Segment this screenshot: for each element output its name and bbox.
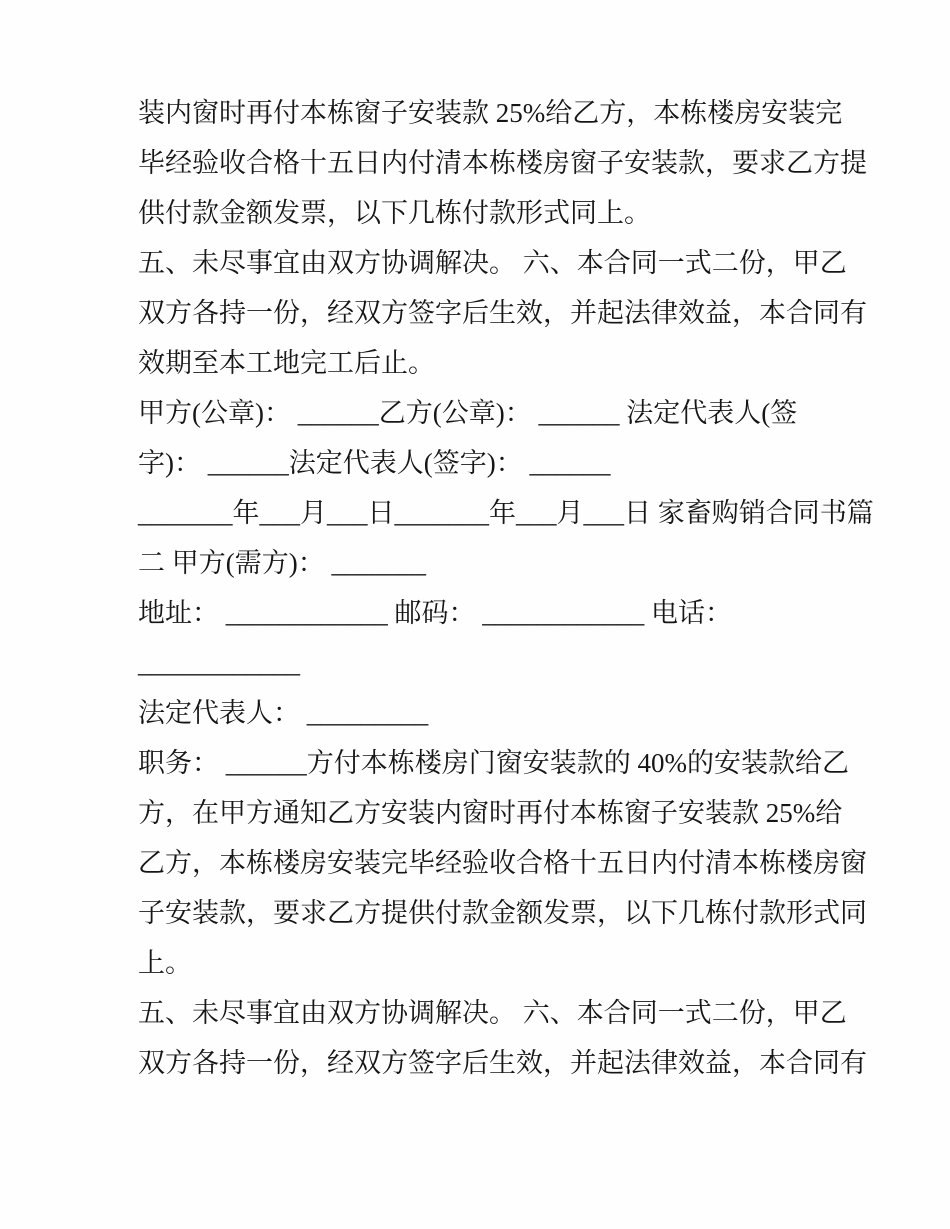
text-line: 五、未尽事宜由双方协调解决。 六、本合同一式二份，甲乙 [138, 998, 847, 1028]
text-line: 字)： ______法定代表人(签字)： ______ [138, 448, 611, 478]
text-line: ____________ [138, 648, 300, 678]
text-line: 供付款金额发票，以下几栋付款形式同上。 [138, 198, 651, 228]
text-line: 装内窗时再付本栋窗子安装款 25%给乙方，本栋楼房安装完 [138, 98, 843, 128]
text-line: 二 甲方(需方)： _______ [138, 548, 426, 578]
text-line: 法定代表人： _________ [138, 698, 429, 728]
text-line: 双方各持一份，经双方签字后生效，并起法律效益，本合同有 [138, 298, 867, 328]
text-line: 职务： ______方付本栋楼房门窗安装款的 40%的安装款给乙 [138, 748, 849, 778]
text-line: 双方各持一份，经双方签字后生效，并起法律效益，本合同有 [138, 1048, 867, 1078]
text-line: 毕经验收合格十五日内付清本栋楼房窗子安装款，要求乙方提 [138, 148, 867, 178]
contract-text-block [138, 88, 874, 1088]
text-line: 效期至本工地完工后止。 [138, 348, 435, 378]
text-line: 甲方(公章)： ______乙方(公章)： ______ 法定代表人(签 [138, 398, 798, 428]
text-line: _______年___月___日_______年___月___日 家畜购销合同书篇 [138, 498, 874, 528]
text-line: 地址： ____________ 邮码： ____________ 电话： [138, 598, 732, 628]
text-line: 五、未尽事宜由双方协调解决。 六、本合同一式二份，甲乙 [138, 248, 847, 278]
text-line: 方，在甲方通知乙方安装内窗时再付本栋窗子安装款 25%给 [138, 798, 843, 828]
text-line: 上。 [138, 948, 192, 978]
text-line: 乙方，本栋楼房安装完毕经验收合格十五日内付清本栋楼房窗 [138, 848, 867, 878]
text-line: 子安装款，要求乙方提供付款金额发票，以下几栋付款形式同 [138, 898, 867, 928]
